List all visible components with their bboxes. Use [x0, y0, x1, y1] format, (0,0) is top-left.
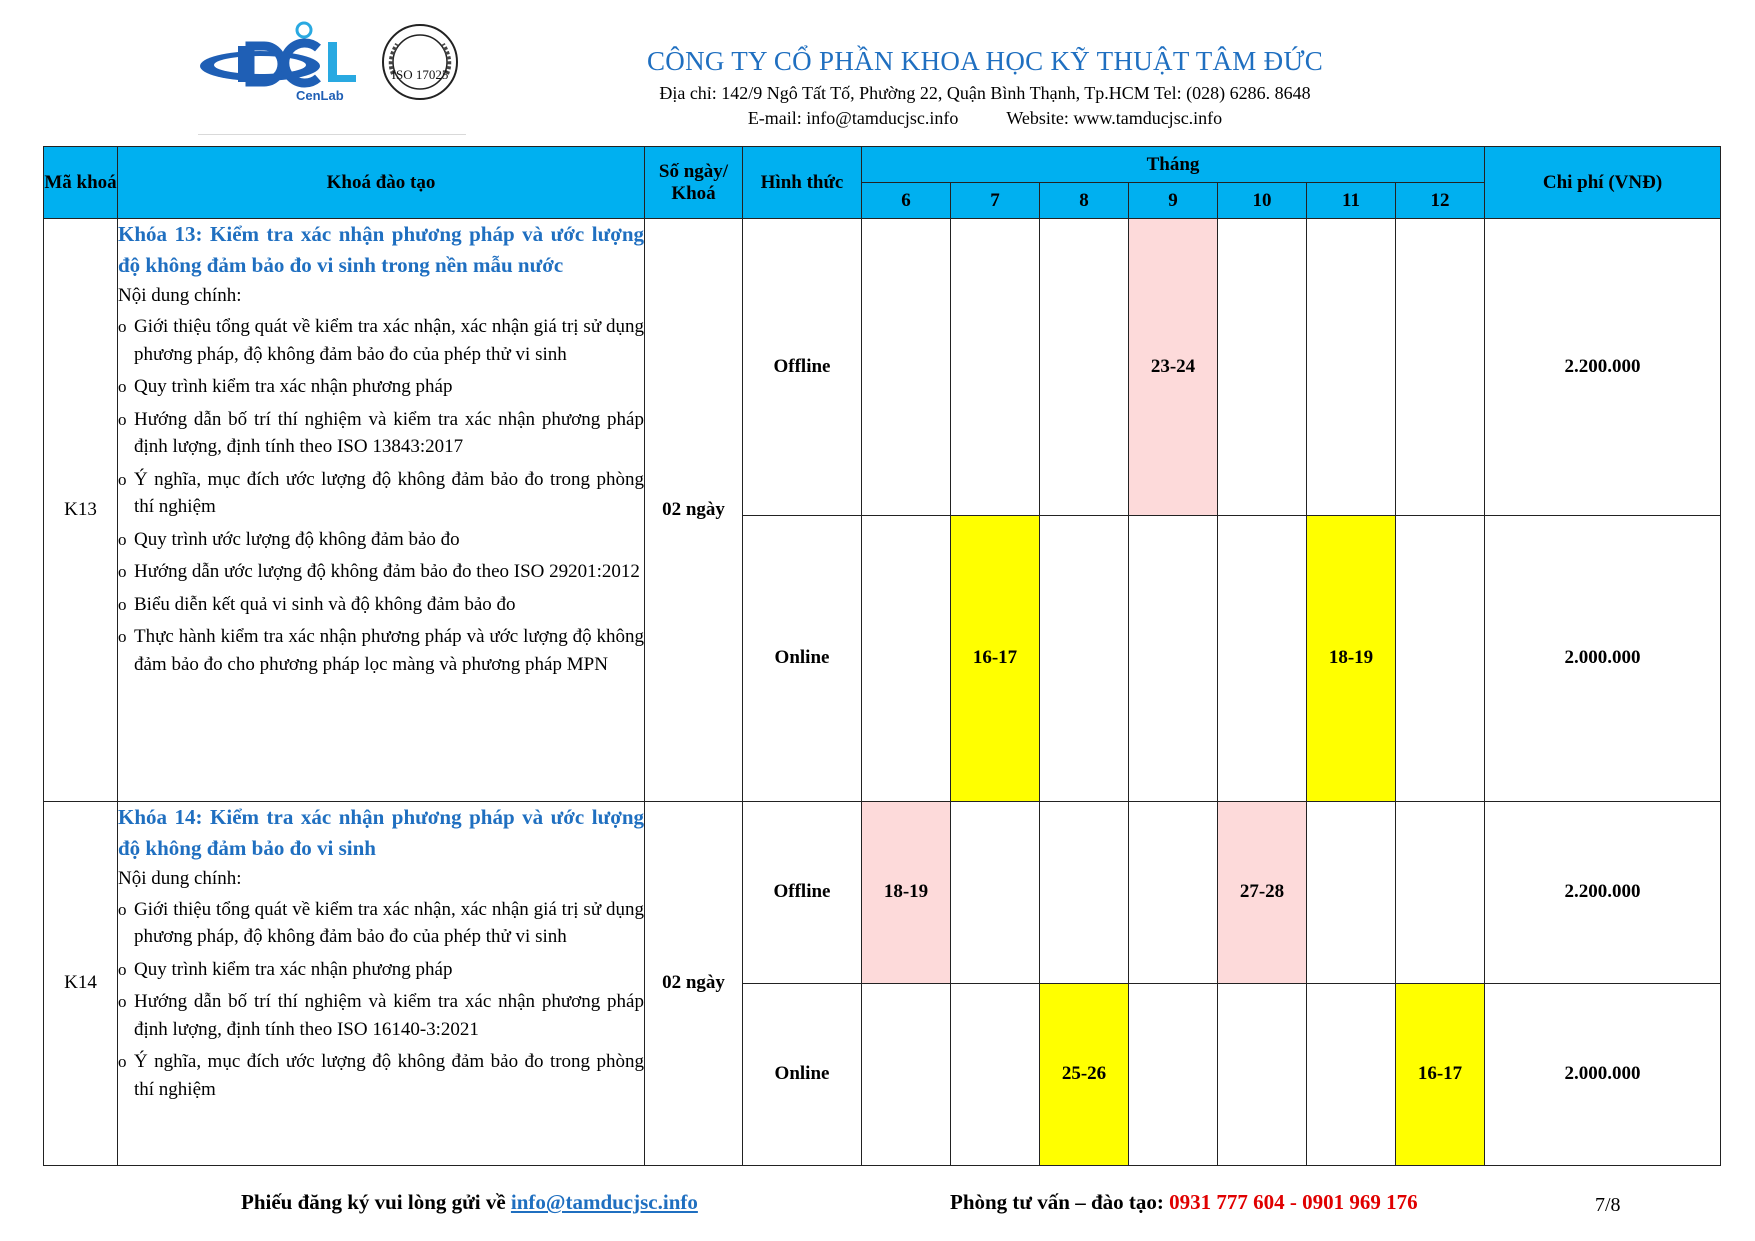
- header-rule: [198, 134, 466, 135]
- registration-note: [241, 1190, 698, 1215]
- consult-label: Phòng tư vấn – đào tạo:: [950, 1190, 1164, 1214]
- month-cell-scheduled: 23-24: [1129, 219, 1218, 516]
- company-email[interactable]: E-mail: info@tamducjsc.info: [747, 108, 959, 128]
- course-schedule-table: [43, 146, 1721, 1166]
- month-cell: [1218, 219, 1307, 516]
- topic-list: [118, 313, 644, 678]
- month-cell: [862, 983, 951, 1165]
- month-cell: [1307, 801, 1396, 983]
- course-price: 2.000.000: [1485, 983, 1721, 1165]
- course-days: 02 ngày: [645, 801, 743, 1165]
- list-item: o Biểu diễn kết quả vi sinh và độ không đảm bảo đo: [118, 591, 644, 619]
- month-cell: [1129, 515, 1218, 801]
- month-cell-scheduled: 25-26: [1040, 983, 1129, 1165]
- delivery-mode: Offline: [743, 219, 862, 516]
- delivery-mode: Online: [743, 515, 862, 801]
- iso-seal-text: ISO 17025: [391, 67, 449, 82]
- table-row: [44, 801, 1721, 983]
- header-month: 7: [951, 183, 1040, 219]
- header-month: 12: [1396, 183, 1485, 219]
- list-item: o Giới thiệu tổng quát về kiểm tra xác nhận, xác nhận giá trị sử dụng phương pháp, độ không đảm bảo đo của phép thử vi sinh: [118, 896, 644, 951]
- company-website[interactable]: Website: www.tamducjsc.info: [1006, 108, 1223, 128]
- list-item: o Hướng dẫn bố trí thí nghiệm và kiểm tra xác nhận phương pháp định lượng, định tính theo ISO 16140-3:2021: [118, 988, 644, 1043]
- course-subtitle: Nội dung chính:: [118, 867, 242, 889]
- header-month: 8: [1040, 183, 1129, 219]
- header-course: Khoá đào tạo: [118, 147, 645, 219]
- list-item: o Quy trình kiểm tra xác nhận phương pháp: [118, 956, 644, 984]
- month-cell: [1040, 515, 1129, 801]
- month-cell-scheduled: 18-19: [862, 801, 951, 983]
- iso-17025-seal: [380, 22, 460, 102]
- course-description: [118, 801, 645, 1165]
- list-item: o Giới thiệu tổng quát về kiểm tra xác nhận, xác nhận giá trị sử dụng phương pháp, độ không đảm bảo đo của phép thử vi sinh: [118, 313, 644, 368]
- month-cell: [1307, 219, 1396, 516]
- header-month: 11: [1307, 183, 1396, 219]
- company-logos: [198, 18, 466, 130]
- company-contact: [560, 108, 1410, 129]
- list-item: o Quy trình ước lượng độ không đảm bảo đo: [118, 526, 644, 554]
- month-cell-scheduled: 16-17: [951, 515, 1040, 801]
- header-code: Mã khoá: [44, 147, 118, 219]
- month-cell: [951, 801, 1040, 983]
- month-cell-scheduled: 27-28: [1218, 801, 1307, 983]
- header-days: Số ngày/ Khoá: [645, 147, 743, 219]
- page-number: 7/8: [1595, 1194, 1621, 1216]
- course-days: 02 ngày: [645, 219, 743, 802]
- consult-phones[interactable]: 0931 777 604 - 0901 969 176: [1169, 1190, 1418, 1214]
- course-description: [118, 219, 645, 802]
- company-address: Địa chỉ: 142/9 Ngô Tất Tố, Phường 22, Quận Bình Thạnh, Tp.HCM Tel: (028) 6286. 8648: [659, 83, 1311, 103]
- month-cell: [1040, 219, 1129, 516]
- registration-text: Phiếu đăng ký vui lòng gửi về: [241, 1190, 506, 1214]
- month-cell: [1218, 983, 1307, 1165]
- registration-email-link[interactable]: info@tamducjsc.info: [510, 1190, 698, 1214]
- list-item: o Hướng dẫn bố trí thí nghiệm và kiểm tra xác nhận phương pháp định lượng, định tính theo ISO 13843:2017: [118, 406, 644, 461]
- header-month: 10: [1218, 183, 1307, 219]
- table-row: [44, 219, 1721, 516]
- topic-list: [118, 896, 644, 1104]
- month-cell: [1396, 801, 1485, 983]
- list-item: o Ý nghĩa, mục đích ước lượng độ không đảm bảo đo trong phòng thí nghiệm: [118, 466, 644, 521]
- month-cell: [862, 515, 951, 801]
- delivery-mode: Online: [743, 983, 862, 1165]
- course-title: Khóa 13: Kiểm tra xác nhận phương pháp và ước lượng độ không đảm bảo đo vi sinh trong nền mẫu nước: [118, 222, 644, 277]
- month-cell: [1040, 801, 1129, 983]
- course-price: 2.200.000: [1485, 801, 1721, 983]
- delivery-mode: Offline: [743, 801, 862, 983]
- cenlab-logo-text: CenLab: [296, 88, 344, 103]
- list-item: o Ý nghĩa, mục đích ước lượng độ không đảm bảo đo trong phòng thí nghiệm: [118, 1048, 644, 1103]
- month-cell: [951, 983, 1040, 1165]
- course-code: K13: [44, 219, 118, 802]
- course-title: Khóa 14: Kiểm tra xác nhận phương pháp và ước lượng độ không đảm bảo đo vi sinh: [118, 804, 644, 860]
- month-cell: [951, 219, 1040, 516]
- month-cell: [1129, 801, 1218, 983]
- month-cell: [1396, 219, 1485, 516]
- header-mode: Hình thức: [743, 147, 862, 219]
- month-cell: [1218, 515, 1307, 801]
- list-item: o Quy trình kiểm tra xác nhận phương pháp: [118, 373, 644, 401]
- dcl-cenlab-logo: [198, 18, 366, 103]
- list-item: o Hướng dẫn ước lượng độ không đảm bảo đo theo ISO 29201:2012: [118, 558, 644, 586]
- consult-contact: [950, 1190, 1418, 1215]
- header-month-group: Tháng: [862, 147, 1485, 183]
- course-price: 2.000.000: [1485, 515, 1721, 801]
- company-name: CÔNG TY CỔ PHẦN KHOA HỌC KỸ THUẬT TÂM ĐỨC: [646, 46, 1324, 76]
- month-cell: [1129, 983, 1218, 1165]
- header-month: 9: [1129, 183, 1218, 219]
- course-subtitle: Nội dung chính:: [118, 285, 242, 306]
- month-cell: [1307, 983, 1396, 1165]
- course-code: K14: [44, 801, 118, 1165]
- month-cell-scheduled: 18-19: [1307, 515, 1396, 801]
- header-price: Chi phí (VNĐ): [1485, 147, 1721, 219]
- header-month: 6: [862, 183, 951, 219]
- list-item: o Thực hành kiểm tra xác nhận phương pháp và ước lượng độ không đảm bảo đo cho phương pháp lọc màng và phương pháp MPN: [118, 623, 644, 678]
- month-cell: [862, 219, 951, 516]
- month-cell-scheduled: 16-17: [1396, 983, 1485, 1165]
- month-cell: [1396, 515, 1485, 801]
- course-price: 2.200.000: [1485, 219, 1721, 516]
